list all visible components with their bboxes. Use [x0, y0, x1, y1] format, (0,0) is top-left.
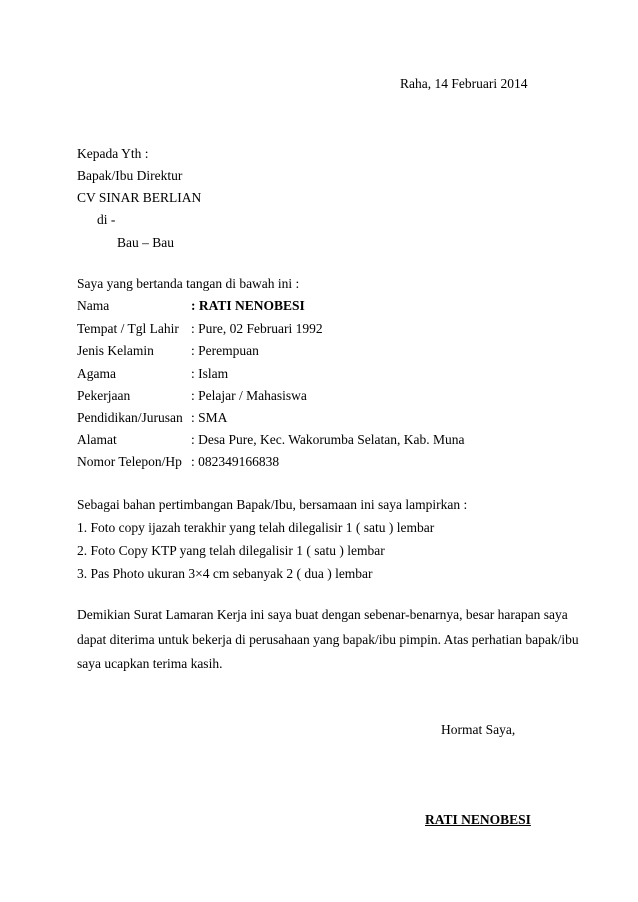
field-value: : SMA: [191, 410, 228, 425]
field-label: Tempat / Tgl Lahir: [77, 321, 179, 336]
recipient-line: di -: [97, 212, 116, 227]
field-label: Agama: [77, 366, 116, 381]
field-label: Alamat: [77, 432, 117, 447]
recipient-line: Bau – Bau: [117, 235, 174, 250]
field-value: : Desa Pure, Kec. Wakorumba Selatan, Kab. Muna: [191, 432, 465, 447]
recipient-line: Bapak/Ibu Direktur: [77, 168, 183, 183]
intro-text: Saya yang bertanda tangan di bawah ini :: [77, 276, 300, 291]
field-label: Pekerjaan: [77, 388, 131, 403]
field-value: : Islam: [191, 366, 229, 381]
attachment-item: 2. Foto Copy KTP yang telah dilegalisir 1 ( satu ) lembar: [77, 543, 385, 558]
field-label: Nomor Telepon/Hp: [77, 454, 182, 469]
field-value: : Pure, 02 Februari 1992: [191, 321, 323, 336]
attachments-intro: Sebagai bahan pertimbangan Bapak/Ibu, bersamaan ini saya lampirkan :: [77, 497, 468, 512]
place-date: Raha, 14 Februari 2014: [400, 76, 528, 91]
field-label: Pendidikan/Jurusan: [77, 410, 183, 425]
field-value: : Pelajar / Mahasiswa: [191, 388, 307, 403]
field-value: : Perempuan: [191, 343, 259, 358]
signature-name: RATI NENOBESI: [425, 812, 531, 827]
field-label: Jenis Kelamin: [77, 343, 154, 358]
attachment-item: 3. Pas Photo ukuran 3×4 cm sebanyak 2 ( dua ) lembar: [77, 566, 373, 581]
field-value: : RATI NENOBESI: [191, 298, 305, 313]
field-value: : 082349166838: [191, 454, 280, 469]
attachment-item: 1. Foto copy ijazah terakhir yang telah dilegalisir 1 ( satu ) lembar: [77, 520, 435, 535]
recipient-line: CV SINAR BERLIAN: [77, 190, 202, 205]
closing-paragraph-line: saya ucapkan terima kasih.: [77, 656, 223, 671]
recipient-line: Kepada Yth :: [77, 146, 149, 161]
salutation: Hormat Saya,: [441, 722, 516, 737]
closing-paragraph-line: dapat diterima untuk bekerja di perusahaan yang bapak/ibu pimpin. Atas perhatian bapak/ibu: [77, 632, 579, 647]
field-label: Nama: [77, 298, 110, 313]
closing-paragraph-line: Demikian Surat Lamaran Kerja ini saya buat dengan sebenar-benarnya, besar harapan saya: [77, 607, 568, 622]
